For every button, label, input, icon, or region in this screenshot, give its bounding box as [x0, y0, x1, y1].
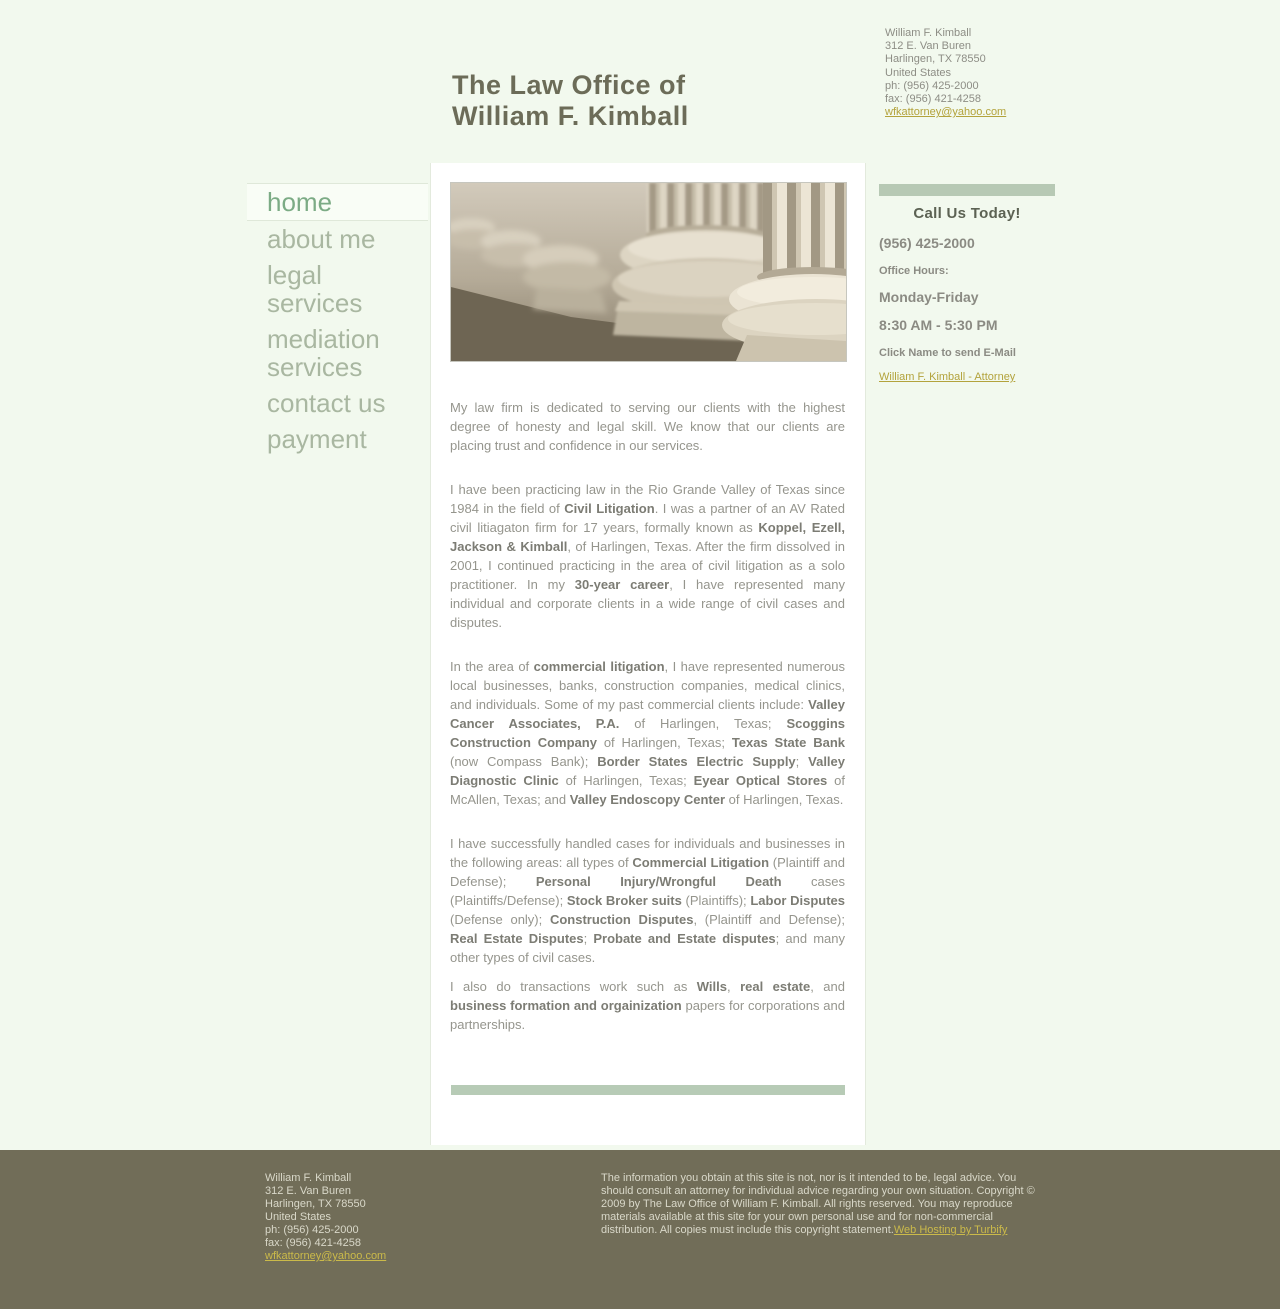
sidebar-item-contact-us[interactable]: contact us [267, 388, 386, 418]
footer-contact-name: William F. Kimball [265, 1172, 352, 1184]
call-phone: (956) 425-2000 [879, 235, 975, 251]
site-title-line1: The Law Office of [452, 70, 686, 100]
email-instruction: Click Name to send E-Mail [879, 347, 1016, 359]
office-days: Monday-Friday [879, 289, 979, 305]
sidebar-item-home[interactable]: home [247, 183, 428, 221]
columns-photo-art [451, 183, 846, 361]
footer-contact-address1: 312 E. Van Buren [265, 1185, 352, 1197]
header-contact-block [885, 27, 1006, 119]
footer-contact-fax: fax: (956) 421-4258 [265, 1237, 362, 1249]
call-panel-accent-bar [879, 184, 1055, 196]
paragraph-commercial: In the area of commercial litigation, I have represented numerous local businesses, banks, construction companies, medical clinics, and individuals. Some of my past commercial clients include: Valley Cancer Associates, P.A. of Harlingen, Texas; Scoggins Construction Company of Harlingen, Texas; Texas State Bank (now Compass Bank); Border States Electric Supply; Valley Diagnostic Clinic of Harlingen, Texas; Eyear Optical Stores of McAllen, Texas; and Valley Endoscopy Center of Harlingen, Texas. [450, 659, 846, 807]
site-title [452, 70, 689, 132]
sidebar-item-legal-services[interactable]: legal services [267, 260, 363, 318]
office-hours-label: Office Hours: [879, 265, 949, 277]
office-hours: 8:30 AM - 5:30 PM [879, 317, 998, 333]
disclaimer-text: The information you obtain at this site is not, nor is it intended to be, legal advice. You should consult an attorney for individual advice regarding your own situation. Copyright © 2009 by The Law Office of William F. Kimball. All rights reserved. You may reproduce materials available at this site for your own personal use and for non-commercial distribution. All copies must include this copyright statement. [601, 1172, 1035, 1236]
contact-country: United States [885, 66, 952, 79]
sidebar-item-payment[interactable]: payment [267, 424, 367, 454]
footer-contact-phone: ph: (956) 425-2000 [265, 1224, 359, 1236]
content-divider-bar [451, 1085, 845, 1095]
intro-text [450, 398, 846, 1034]
footer-contact-block [265, 1172, 386, 1263]
footer-email-link[interactable]: wfkattorney@yahoo.com [265, 1250, 387, 1262]
footer-contact-country: United States [265, 1211, 332, 1223]
contact-fax: fax: (956) 421-4258 [885, 93, 982, 106]
paragraph-intro: My law firm is dedicated to serving our clients with the highest degree of honesty and legal skill. We know that our clients are placing trust and confidence in our services. [450, 400, 845, 453]
hosting-link[interactable]: Web Hosting by Turbify [893, 1224, 1008, 1236]
sidebar-item-mediation-services[interactable]: mediation services [267, 324, 380, 382]
footer-disclaimer [601, 1172, 1037, 1237]
main-content-card [430, 163, 866, 1145]
paragraph-practice-areas: I have successfully handled cases for individuals and businesses in the following areas: all types of Commercial Litigation (Plaintiff and Defense); Personal Injury/Wrongful Death cases (Plaintiffs/Defense); Stock Broker suits (Plaintiffs); Labor Disputes (Defense only); Construction Disputes, (Plaintiff and Defense); Real Estate Disputes; Probate and Estate disputes; and many other types of civil cases. [450, 836, 846, 965]
paragraph-transactions: I also do transactions work such as Wills, real estate, and business formation and orgainization papers for corporations and partnerships. [450, 979, 845, 1032]
footer [0, 1150, 1280, 1309]
sidebar-item-about-me[interactable]: about me [267, 224, 376, 254]
site-title-line2: William F. Kimball [452, 101, 689, 131]
attorney-email-link[interactable]: William F. Kimball - Attorney [879, 371, 1016, 383]
call-heading: Call Us Today! [913, 205, 1021, 222]
email-link[interactable]: wfkattorney@yahoo.com [885, 106, 1007, 119]
columns-photo [450, 182, 847, 362]
paragraph-history: I have been practicing law in the Rio Grande Valley of Texas since 1984 in the field of Civil Litigation. I was a partner of an AV Rated civil litiagaton firm for 17 years, formally known as Koppel, Ezell, Jackson & Kimball, of Harlingen, Texas. After the firm dissolved in 2001, I continued practicing in the area of civil litigation as a solo practitioner. In my 30-year career, I have represented many individual and corporate clients in a wide range of civil cases and disputes. [450, 482, 846, 630]
contact-address1: 312 E. Van Buren [885, 40, 972, 53]
contact-name: William F. Kimball [885, 27, 972, 39]
footer-contact-address2: Harlingen, TX 78550 [265, 1198, 366, 1210]
contact-phone: ph: (956) 425-2000 [885, 79, 979, 92]
sidebar-nav [247, 183, 428, 457]
contact-address2: Harlingen, TX 78550 [885, 53, 986, 66]
call-panel [879, 184, 1055, 383]
